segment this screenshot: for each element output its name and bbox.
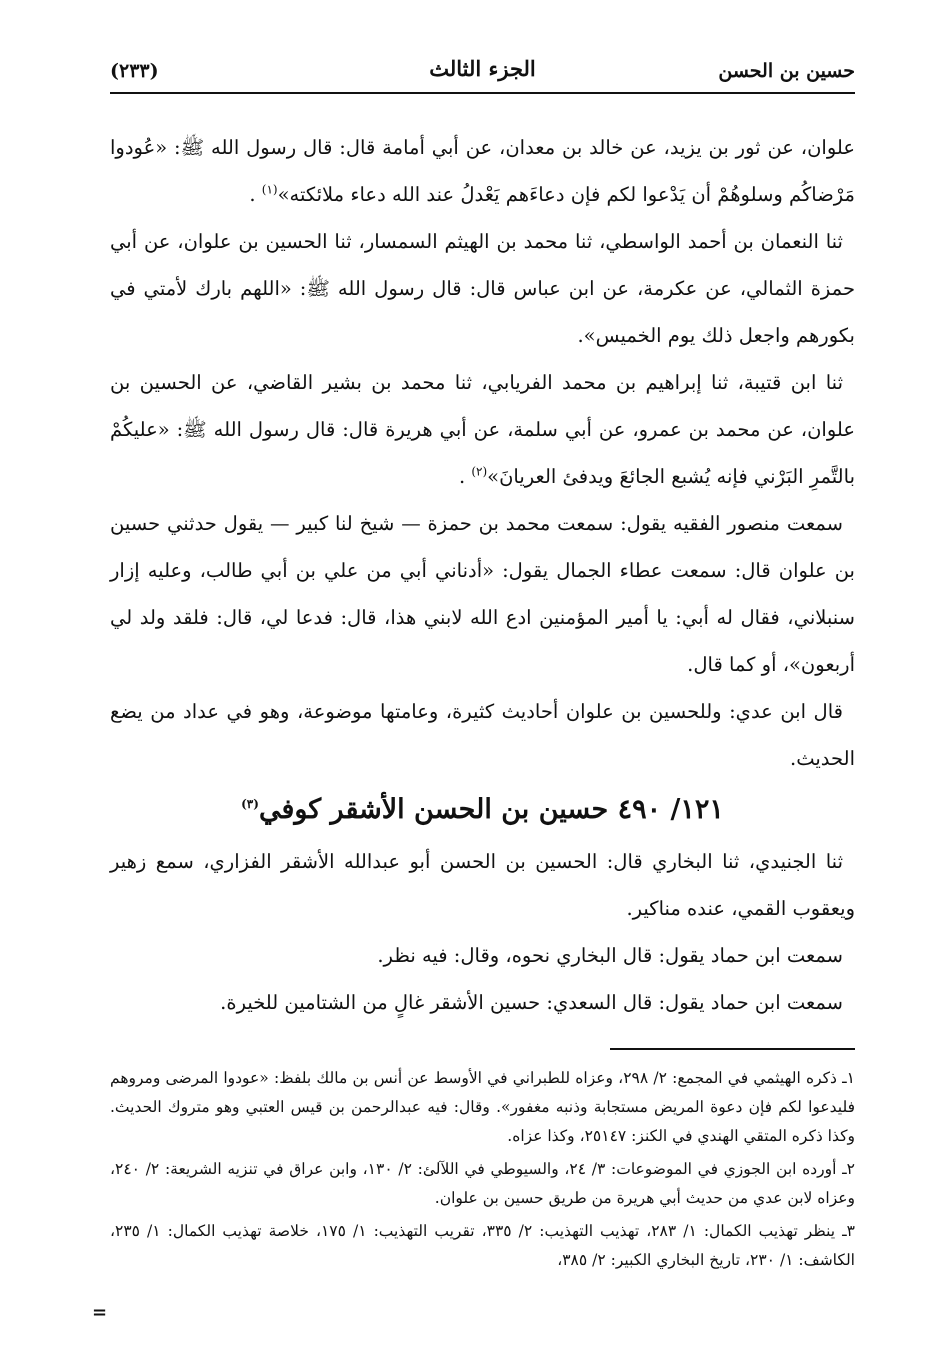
paragraph-text: علوان، عن ثور بن يزيد، عن خالد بن معدان، عن أبي أمامة قال: قال رسول الله ﷺ: «عُودوا مَرْضاكُم وسلوهُمْ أن يَدْعوا لكم فإن دعاءَهم يَعْدلُ عند الله دعاء ملائكته» (110, 136, 855, 206)
paragraph: سمعت منصور الفقيه يقول: سمعت محمد بن حمزة — شيخ لنا كبير — يقول حدثني حسين بن علوان قال: سمعت عطاء الجمال يقول: «أدناني أبي من علي بن أبي طالب، وعليه إزار سنبلاني، فقال له أبي: يا أمير المؤمنين ادع الله لابني هذا، قال: فدعا لي، قال: فلقد ولد لي أربعون»، أو كما قال. (110, 512, 855, 676)
footnote: ١ـ ذكره الهيثمي في المجمع: ٢/ ٢٩٨، وعزاه للطبراني في الأوسط عن أنس بن مالك بلفظ: «عودوا المرضى ومروهم فليدعوا لكم فإن دعوة المريض مستجابة وذنبه مغفور». وقال: فيه عبدالرحمن بن قيس العتبي وهو متروك الحديث. وكذا ذكره المتقي الهندي في الكنز: ٢٥١٤٧، وكذا عزاه. (110, 1069, 855, 1145)
paragraph: علوان، عن ثور بن يزيد، عن خالد بن معدان، عن أبي أمامة قال: قال رسول الله ﷺ: «عُودوا مَرْضاكُم وسلوهُمْ أن يَدْعوا لكم فإن دعاءَهم يَعْدلُ عند الله دعاء ملائكته»$^{(١)}$ . (110, 136, 855, 206)
header-entry-name: حسين بن الحسن (718, 60, 855, 82)
paragraph: سمعت ابن حماد يقول: قال البخاري نحوه، وقال: فيه نظر. (377, 944, 843, 967)
entry-heading (110, 782, 855, 838)
paragraph: قال ابن عدي: وللحسين بن علوان أحاديث كثيرة، وعامتها موضوعة، وهو في عداد من يضع الحديث. (110, 700, 855, 770)
main-text (110, 124, 855, 1026)
footnote-ref: (٣) (241, 797, 259, 811)
paragraph: ثنا النعمان بن أحمد الواسطي، ثنا محمد بن الهيثم السمسار، ثنا الحسين بن علوان، عن أبي حمزة الثمالي، عن عكرمة، عن ابن عباس قال: قال رسول الله ﷺ: «اللهم بارك لأمتي في بكورهم واجعل ذلك يوم الخميس». (110, 230, 855, 347)
footnote-separator (610, 1048, 855, 1050)
entry-heading-text: ١٢١/ ٤٩٠ حسين بن الحسن الأشقر كوفي (258, 794, 724, 825)
continuation-mark: = (92, 1302, 108, 1323)
paragraph: ثنا الجنيدي، ثنا البخاري قال: الحسين بن الحسن أبو عبدالله الأشقر الفزاري، سمع زهير ويعقوب القمي، عنده مناكير. (110, 850, 855, 920)
footnotes (110, 1064, 855, 1275)
paragraph: ثنا ابن قتيبة، ثنا إبراهيم بن محمد الفريابي، ثنا محمد بن بشير القاضي، عن الحسين بن علوان، عن محمد بن عمرو، عن أبي سلمة، عن أبي هريرة قال: قال رسول الله ﷺ: «عليكُمْ بالتَّمرِ البَرْني فإنه يُشبع الجائعَ ويدفئ العريانَ»$^{(٢)}$ . (110, 371, 855, 488)
footnote-ref: (١) (261, 182, 278, 197)
page-number: (٢٣٣) (110, 60, 159, 82)
running-header (110, 50, 855, 94)
paragraph: سمعت ابن حماد يقول: قال السعدي: حسين الأشقر غالٍ من الشتامين للخيرة. (220, 991, 843, 1014)
paragraph-text: ثنا ابن قتيبة، ثنا إبراهيم بن محمد الفريابي، ثنا محمد بن بشير القاضي، عن الحسين بن علوان، عن محمد بن عمرو، عن أبي سلمة، عن أبي هريرة قال: قال رسول الله ﷺ: «عليكُمْ بالتَّمرِ البَرْني فإنه يُشبع الجائعَ ويدفئ العريانَ» (110, 371, 855, 488)
footnote: ٢ـ أورده ابن الجوزي في الموضوعات: ٣/ ٢٤، والسيوطي في اللآلئ: ٢/ ١٣٠، وابن عراق في تنزيه الشريعة: ٢/ ٢٤٠، وعزاه لابن عدي من حديث أبي هريرة من طريق حسين بن علوان. (110, 1160, 855, 1207)
header-volume-title: الجزء الثالث (429, 56, 536, 81)
document-page (110, 50, 855, 1340)
footnote-ref: (٢) (471, 464, 488, 479)
footnote: ٣ـ ينظر تهذيب الكمال: ١/ ٢٨٣، تهذيب التهذيب: ٢/ ٣٣٥، تقريب التهذيب: ١/ ١٧٥، خلاصة تهذيب الكمال: ١/ ٢٣٥، الكاشف: ١/ ٢٣٠، تاريخ البخاري الكبير: ٢/ ٣٨٥، (110, 1222, 855, 1269)
